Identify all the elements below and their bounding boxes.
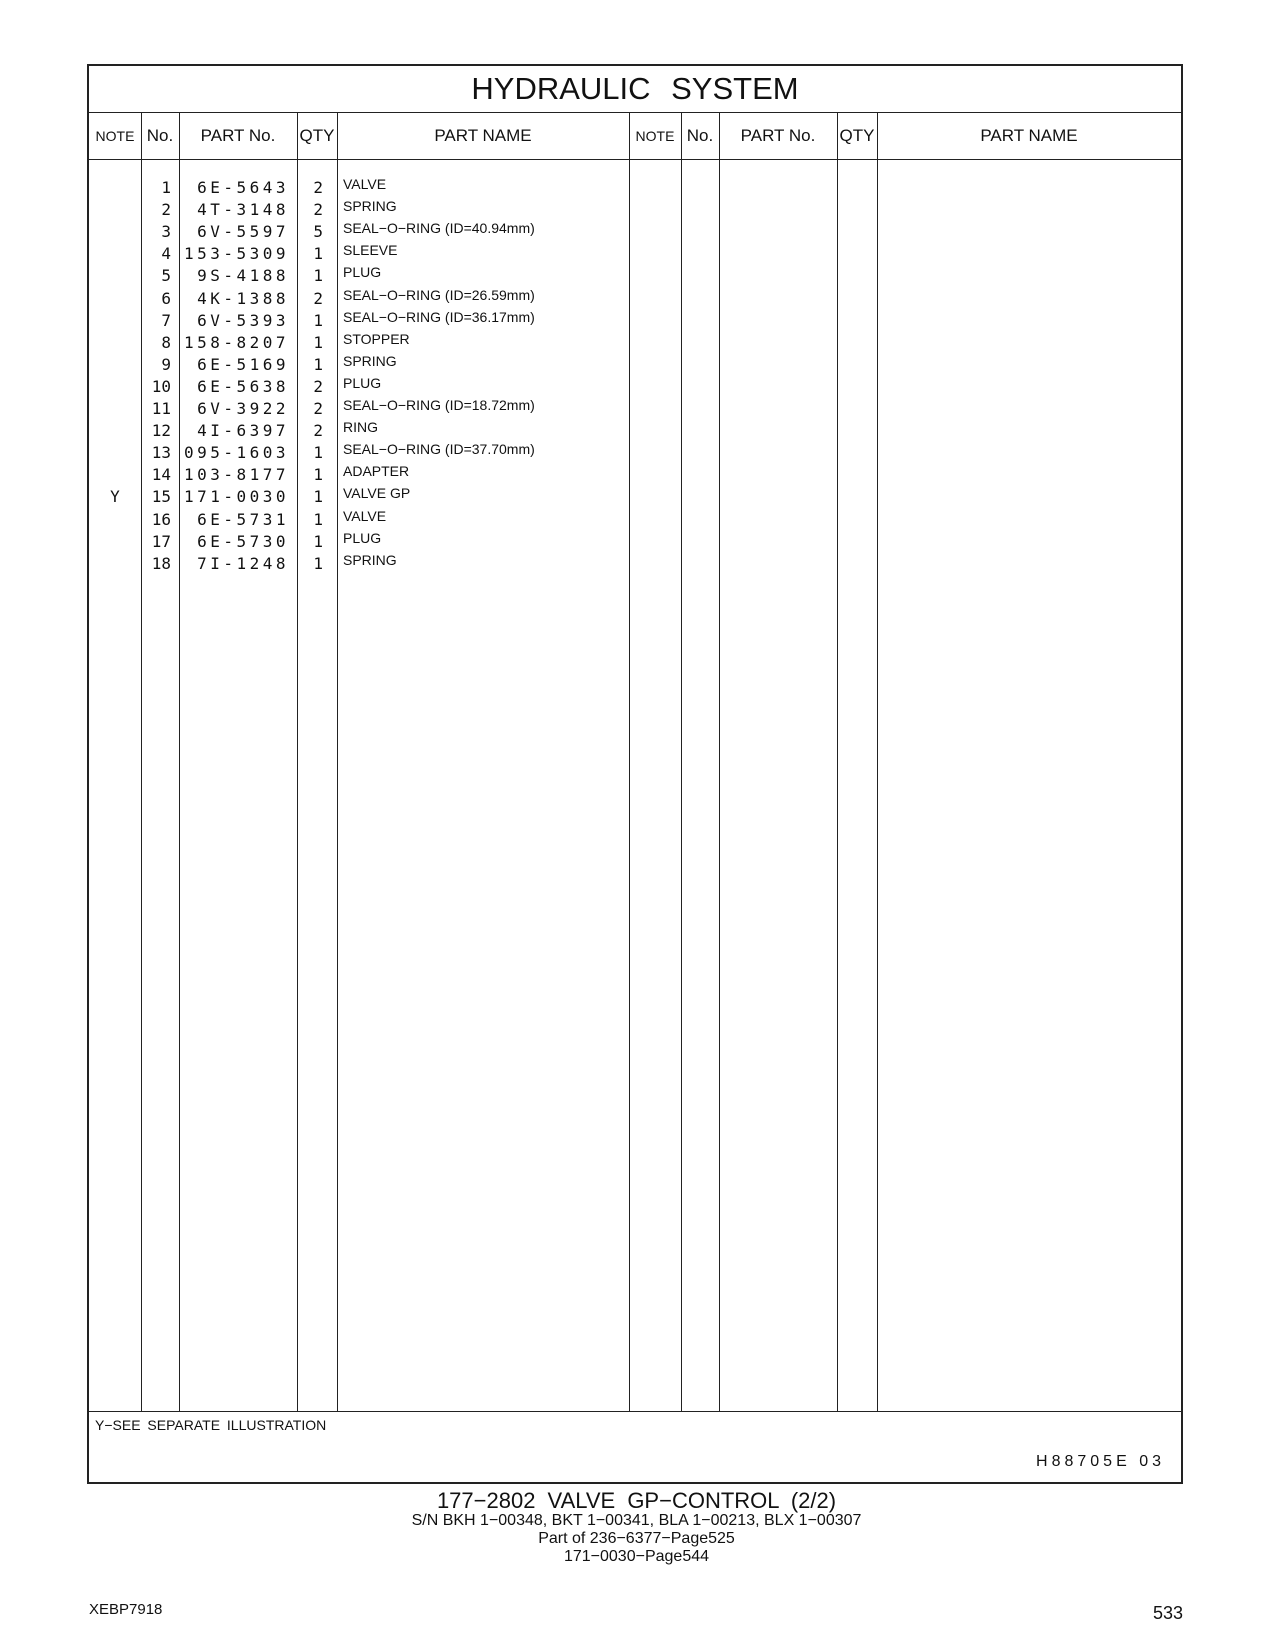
table-row bbox=[89, 485, 1181, 508]
row-quantity: 2 bbox=[313, 399, 323, 418]
row-number: 6 bbox=[161, 288, 171, 308]
caption-title: 177−2802 VALVE GP−CONTROL (2/2) bbox=[436, 1488, 837, 1513]
row-part-number: 153-5309 bbox=[183, 244, 289, 264]
row-part-name: ADAPTER bbox=[343, 463, 410, 480]
row-part-name: VALVE GP bbox=[343, 485, 411, 502]
table-row bbox=[89, 309, 1181, 332]
row-number: 5 bbox=[161, 266, 171, 286]
row-part-number: 6E-5638 bbox=[197, 376, 289, 396]
caption-group-ref: 171−0030−Page544 bbox=[563, 1548, 710, 1565]
row-quantity: 1 bbox=[313, 443, 323, 463]
row-part-number: 171-0030 bbox=[183, 487, 289, 507]
row-part-name: SLEEVE bbox=[343, 242, 398, 259]
row-quantity: 2 bbox=[313, 178, 323, 197]
row-quantity: 1 bbox=[313, 531, 323, 551]
footnote: Y−SEE SEPARATE ILLUSTRATION bbox=[95, 1417, 327, 1433]
header-part-no-right: PART No. bbox=[740, 126, 816, 145]
row-part-number: 9S-4188 bbox=[197, 266, 289, 286]
row-quantity: 1 bbox=[313, 553, 323, 573]
header-no-right: No. bbox=[686, 126, 714, 145]
row-part-number: 4T-3148 bbox=[197, 200, 289, 220]
table-row bbox=[89, 419, 1181, 442]
row-part-name: STOPPER bbox=[343, 330, 410, 347]
row-note: Y bbox=[110, 487, 120, 507]
row-quantity: 2 bbox=[313, 421, 323, 441]
row-quantity: 1 bbox=[313, 465, 323, 485]
row-part-name: SEAL−O−RING (ID=37.70mm) bbox=[343, 441, 535, 458]
row-part-number: 4I-6397 bbox=[197, 421, 289, 441]
row-quantity: 1 bbox=[313, 354, 323, 374]
row-number: 10 bbox=[151, 376, 171, 396]
row-part-name: PLUG bbox=[343, 529, 382, 546]
row-part-name: PLUG bbox=[343, 374, 382, 391]
table-row bbox=[89, 198, 1181, 221]
table-row bbox=[89, 441, 1181, 464]
header-no-left: No. bbox=[146, 126, 174, 145]
row-part-number: 4K-1388 bbox=[197, 288, 289, 308]
row-part-number: 095-1603 bbox=[183, 443, 289, 463]
row-number: 13 bbox=[151, 443, 171, 463]
row-number: 4 bbox=[161, 244, 171, 264]
table-row bbox=[89, 331, 1181, 354]
row-quantity: 1 bbox=[313, 487, 323, 507]
row-part-number: 103-8177 bbox=[183, 465, 289, 485]
drawing-code: H88705E 03 bbox=[1036, 1453, 1165, 1470]
row-part-name: SEAL−O−RING (ID=36.17mm) bbox=[343, 308, 535, 325]
row-part-number: 6E-5731 bbox=[197, 509, 289, 529]
row-quantity: 5 bbox=[313, 222, 323, 242]
row-part-name: SPRING bbox=[343, 352, 397, 369]
caption-parent-ref: Part of 236−6377−Page525 bbox=[538, 1530, 735, 1547]
row-number: 14 bbox=[151, 465, 171, 485]
row-part-number: 6V-5393 bbox=[197, 310, 289, 330]
table-row bbox=[89, 508, 1181, 531]
row-quantity: 1 bbox=[313, 266, 323, 286]
row-part-name: RING bbox=[343, 419, 378, 436]
table-row bbox=[89, 264, 1181, 287]
table-row bbox=[89, 287, 1181, 310]
row-part-name: SPRING bbox=[343, 198, 397, 215]
table-row bbox=[89, 353, 1181, 376]
header-part-no-left: PART No. bbox=[200, 126, 276, 145]
header-qty-right: QTY bbox=[839, 126, 875, 145]
row-quantity: 1 bbox=[313, 332, 323, 352]
row-quantity: 2 bbox=[313, 288, 323, 308]
row-part-name: SEAL−O−RING (ID=40.94mm) bbox=[343, 220, 535, 237]
table-row bbox=[89, 242, 1181, 265]
row-number: 8 bbox=[161, 332, 171, 352]
table-row bbox=[89, 176, 1181, 199]
parts-table-frame bbox=[87, 64, 1183, 1484]
row-quantity: 1 bbox=[313, 310, 323, 330]
row-number: 11 bbox=[151, 399, 171, 418]
row-part-number: 7I-1248 bbox=[197, 553, 289, 573]
row-number: 15 bbox=[151, 487, 171, 507]
row-number: 2 bbox=[161, 200, 171, 220]
row-number: 7 bbox=[161, 310, 171, 330]
row-part-number: 6V-5597 bbox=[197, 222, 289, 242]
document-id: XEBP7918 bbox=[89, 1601, 163, 1618]
row-number: 9 bbox=[161, 354, 171, 374]
table-row bbox=[89, 375, 1181, 398]
table-row bbox=[89, 397, 1181, 420]
row-number: 3 bbox=[161, 222, 171, 242]
row-quantity: 1 bbox=[313, 244, 323, 264]
row-part-number: 6V-3922 bbox=[197, 399, 289, 418]
header-note-left: NOTE bbox=[95, 128, 135, 144]
row-part-name: VALVE bbox=[343, 507, 387, 524]
table-bottom-rule bbox=[89, 1411, 1181, 1412]
row-number: 12 bbox=[151, 421, 171, 441]
row-part-name: VALVE bbox=[343, 176, 387, 192]
table-row bbox=[89, 220, 1181, 243]
row-part-name: PLUG bbox=[343, 264, 382, 281]
header-part-name-left: PART NAME bbox=[434, 126, 532, 145]
row-number: 17 bbox=[151, 531, 171, 551]
row-part-name: SEAL−O−RING (ID=18.72mm) bbox=[343, 397, 535, 413]
caption-serials: S/N BKH 1−00348, BKT 1−00341, BLA 1−00213, BLX 1−00307 bbox=[411, 1512, 862, 1529]
page-number: 533 bbox=[1152, 1603, 1183, 1623]
table-row bbox=[89, 552, 1181, 575]
row-part-name: SPRING bbox=[343, 551, 397, 568]
header-part-name-right: PART NAME bbox=[980, 126, 1078, 145]
row-part-name: SEAL−O−RING (ID=26.59mm) bbox=[343, 286, 535, 303]
header-note-right: NOTE bbox=[635, 128, 675, 144]
table-row bbox=[89, 530, 1181, 553]
table-row bbox=[89, 463, 1181, 486]
header-qty-left: QTY bbox=[299, 126, 335, 145]
row-quantity: 2 bbox=[313, 376, 323, 396]
table-header bbox=[89, 113, 1181, 160]
section-title: HYDRAULIC SYSTEM bbox=[89, 66, 1181, 113]
row-quantity: 1 bbox=[313, 509, 323, 529]
row-part-number: 158-8207 bbox=[183, 332, 289, 352]
row-part-number: 6E-5643 bbox=[197, 178, 289, 197]
row-part-number: 6E-5169 bbox=[197, 354, 289, 374]
row-number: 16 bbox=[151, 509, 171, 529]
row-quantity: 2 bbox=[313, 200, 323, 220]
row-number: 1 bbox=[161, 178, 171, 197]
row-part-number: 6E-5730 bbox=[197, 531, 289, 551]
row-number: 18 bbox=[151, 553, 171, 573]
